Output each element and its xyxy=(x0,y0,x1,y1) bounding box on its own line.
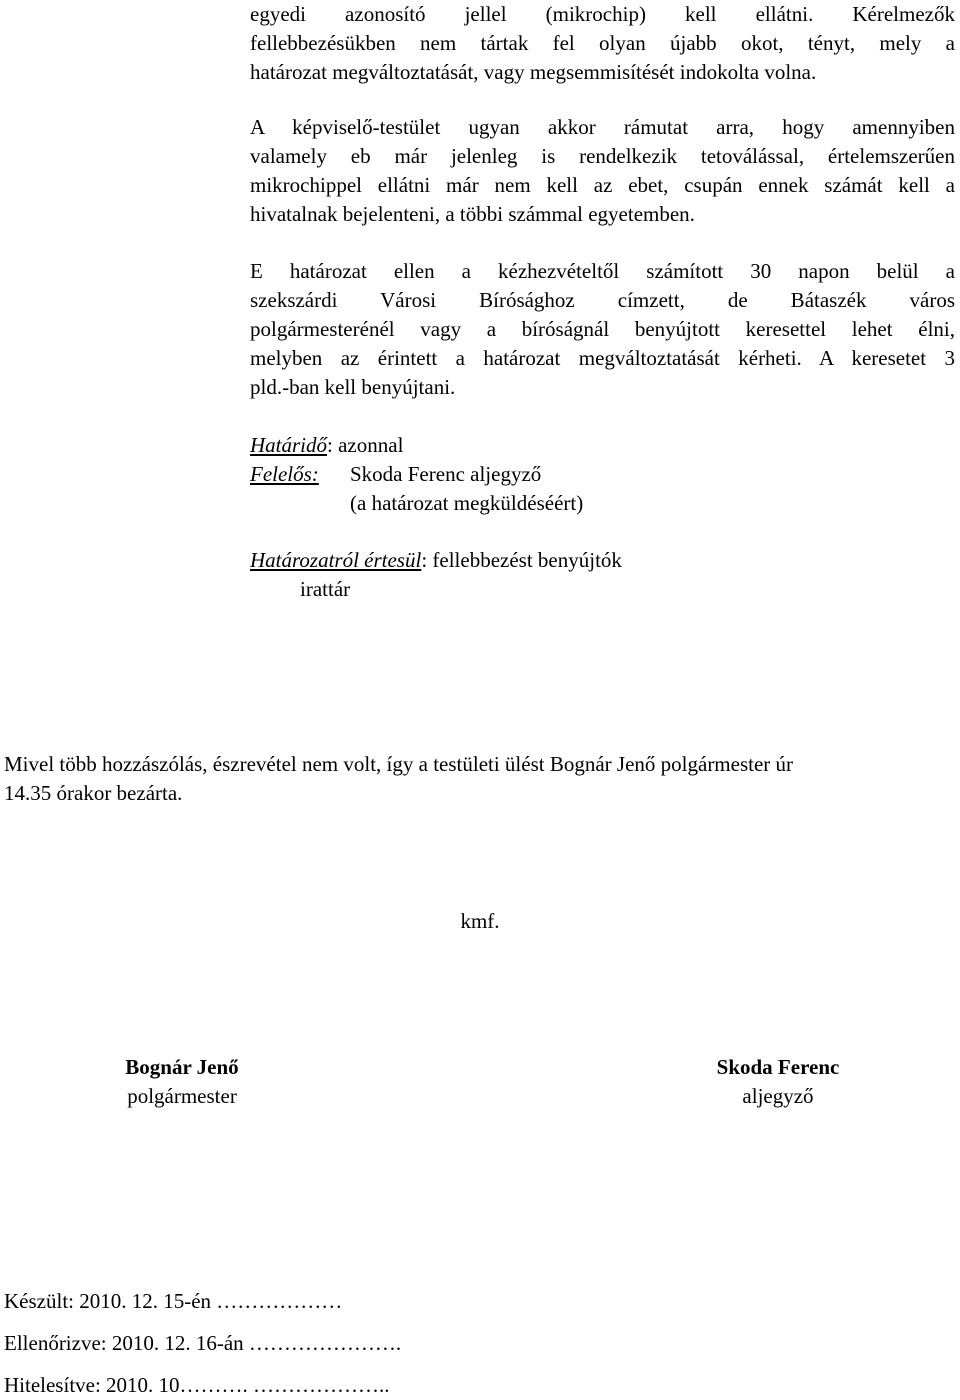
responsible-label: Felelős: xyxy=(250,462,319,486)
paragraph-2-line-1: A képviselő-testület ugyan akkor rámutat arra, hogy amennyiben xyxy=(250,115,955,139)
paragraph-1 xyxy=(250,0,955,87)
deadline-line xyxy=(250,431,403,460)
paragraph-3-line-2: szekszárdi Városi Bírósághoz címzett, de Bátaszék város xyxy=(250,288,955,312)
footer-certified: Hitelesítve: 2010. 10………. ……………….. xyxy=(4,1373,390,1397)
responsible-line xyxy=(250,460,319,489)
paragraph-3-line-1: E határozat ellen a kézhezvételtől számított 30 napon belül a xyxy=(250,259,955,283)
deadline-label: Határidő xyxy=(250,433,328,457)
paragraph-2 xyxy=(250,113,955,229)
notified-value: : fellebbezést benyújtók xyxy=(421,548,622,572)
closing-line-1: Mivel több hozzászólás, észrevétel nem volt, így a testületi ülést Bognár Jenő polgármester úr xyxy=(4,752,794,776)
footer-checked: Ellenőrizve: 2010. 12. 16-án …………………. xyxy=(4,1331,402,1355)
closing-paragraph xyxy=(4,750,956,808)
notified-second: irattár xyxy=(300,577,351,601)
paragraph-2-line-4: hivatalnak bejelenteni, a többi számmal egyetemben. xyxy=(250,202,695,226)
signature-right-name-text: Skoda Ferenc xyxy=(716,1055,840,1079)
signature-left-title: polgármester xyxy=(127,1084,237,1108)
responsible-name: Skoda Ferenc aljegyző xyxy=(350,462,542,486)
footer-prepared: Készült: 2010. 12. 15-én ……………… xyxy=(4,1289,343,1313)
signature-right-name xyxy=(678,1053,878,1082)
paragraph-3-line-5: pld.-ban kell benyújtani. xyxy=(250,375,456,399)
closing-line-2: 14.35 órakor bezárta. xyxy=(4,781,183,805)
paragraph-1-line-3: határozat megváltoztatását, vagy megsemmisítését indokolta volna. xyxy=(250,60,817,84)
notified-line xyxy=(250,546,622,575)
paragraph-2-line-3: mikrochippel ellátni már nem kell az ebet, csupán ennek számát kell a xyxy=(250,173,955,197)
signature-right-title: aljegyző xyxy=(742,1084,814,1108)
notified-label: Határozatról értesül xyxy=(250,548,422,572)
kmf: kmf. xyxy=(460,909,500,933)
paragraph-3-line-3: polgármesterénél vagy a bíróságnál benyújtott keresettel lehet élni, xyxy=(250,317,955,341)
paragraph-3 xyxy=(250,257,955,402)
signature-left-name-text: Bognár Jenő xyxy=(125,1055,239,1079)
signature-left-name xyxy=(82,1053,282,1082)
paragraph-2-line-2: valamely eb már jelenleg is rendelkezik tetoválással, értelemszerűen xyxy=(250,144,955,168)
deadline-value: : azonnal xyxy=(327,433,404,457)
paragraph-1-line-1: egyedi azonosító jellel (mikrochip) kell ellátni. Kérelmezők xyxy=(250,2,955,26)
paragraph-3-line-4: melyben az érintett a határozat megváltoztatását kérheti. A keresetet 3 xyxy=(250,346,955,370)
paragraph-1-line-2: fellebbezésükben nem tártak fel olyan újabb okot, tényt, mely a xyxy=(250,31,955,55)
responsible-note: (a határozat megküldéséért) xyxy=(350,491,584,515)
